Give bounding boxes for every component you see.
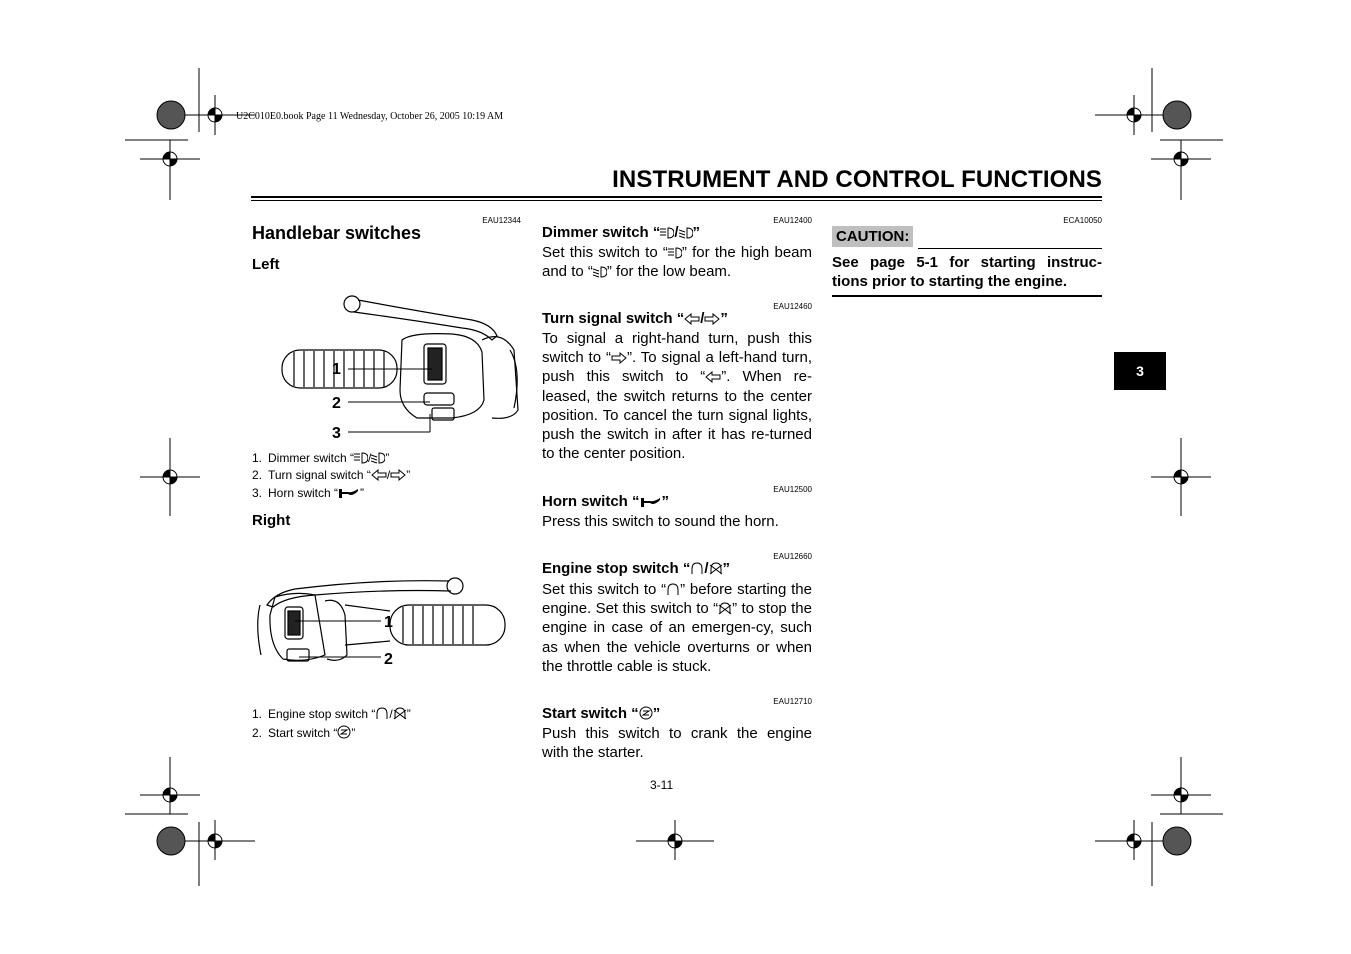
dimmer-heading: Dimmer switch “ / ”: [542, 224, 701, 241]
high-beam-icon: [668, 247, 682, 259]
run-icon: [375, 707, 389, 720]
start-icon: [639, 706, 653, 720]
engine-stop-heading: Engine stop switch “ / ”: [542, 560, 731, 577]
caption-engine-stop: 1. Engine stop switch “ / ”: [252, 707, 411, 721]
low-beam-icon: [679, 227, 693, 239]
section-code: EAU12400: [773, 216, 812, 225]
right-handlebar-illustration: [255, 575, 510, 670]
chapter-tab: 3: [1114, 352, 1166, 390]
header-rule-thin: [251, 200, 1102, 201]
left-arrow-icon: [705, 371, 721, 383]
start-heading: Start switch “ ”: [542, 705, 661, 722]
section-code: EAU12460: [773, 302, 812, 311]
caption-start: 2. Start switch “ ”: [252, 726, 356, 740]
stop-icon: [718, 602, 732, 615]
caution-text: See page 5-1 for starting instruc-tions prior to starting the engine.: [832, 254, 1102, 291]
turn-signal-heading: Turn signal switch “ / ”: [542, 310, 728, 327]
high-beam-icon: [354, 452, 368, 464]
left-arrow-icon: [684, 313, 700, 325]
start-body: Push this switch to crank the engine with the starter.: [542, 725, 812, 762]
low-beam-icon: [371, 452, 385, 464]
print-info-line: U2C010E0.book Page 11 Wednesday, October 26, 2005 10:19 AM: [236, 111, 504, 122]
run-icon: [666, 583, 680, 596]
horn-heading: Horn switch “ ”: [542, 493, 670, 510]
callout-1: 1: [384, 614, 393, 631]
section-code: EAU12660: [773, 552, 812, 561]
start-icon: [337, 725, 351, 739]
left-arrow-icon: [371, 469, 387, 481]
section-code: EAU12710: [773, 697, 812, 706]
stop-icon: [709, 562, 723, 575]
caption-turn-signal: 2. Turn signal switch “ / ”: [252, 468, 411, 482]
dimmer-body: Set this switch to “ ” for the high beam and to “ ” for the low beam.: [542, 244, 812, 281]
high-beam-icon: [660, 227, 674, 239]
left-handlebar-illustration: [252, 290, 522, 442]
caption-horn: 3. Horn switch “ ”: [252, 486, 365, 500]
section-title: Handlebar switches: [252, 223, 422, 243]
callout-1: 1: [332, 361, 341, 378]
section-code: EAU12500: [773, 485, 812, 494]
run-icon: [690, 562, 704, 575]
header-rule: [251, 196, 1102, 198]
low-beam-icon: [593, 266, 607, 278]
stop-icon: [393, 707, 407, 720]
left-subheading: Left: [252, 256, 280, 273]
right-arrow-icon: [704, 313, 720, 325]
horn-body: Press this switch to sound the horn.: [542, 513, 779, 530]
right-subheading: Right: [252, 512, 291, 529]
turn-signal-body: To signal a right-hand turn, push this switch to “ ”. To signal a left-hand turn, push this switch to “ ”. When re-leased, the switch returns to the center position. To cancel the turn signal lights, push the switch in after it has re-turned to the center position.: [542, 330, 813, 463]
caution-rule-bottom: [832, 295, 1102, 297]
callout-2: 2: [384, 651, 393, 668]
caption-dimmer: 1. Dimmer switch “ / ”: [252, 451, 390, 465]
callout-2: 2: [332, 395, 341, 412]
right-arrow-icon: [390, 469, 406, 481]
caution-rule-top: [918, 248, 1102, 249]
section-code: ECA10050: [1063, 216, 1102, 225]
engine-stop-body: Set this switch to “ ” before starting the engine. Set this switch to “ ” to stop the engine in case of an emergen-cy, such as when the vehicle overturns or when the throttle cable is stuck.: [542, 581, 812, 675]
section-code: EAU12344: [482, 216, 521, 225]
horn-icon: [338, 487, 360, 499]
right-arrow-icon: [611, 352, 627, 364]
caution-label: CAUTION:: [832, 226, 913, 247]
page-title: INSTRUMENT AND CONTROL FUNCTIONS: [612, 166, 1102, 193]
page-number: 3-11: [650, 778, 674, 792]
horn-icon: [640, 496, 662, 508]
callout-3: 3: [332, 425, 341, 442]
